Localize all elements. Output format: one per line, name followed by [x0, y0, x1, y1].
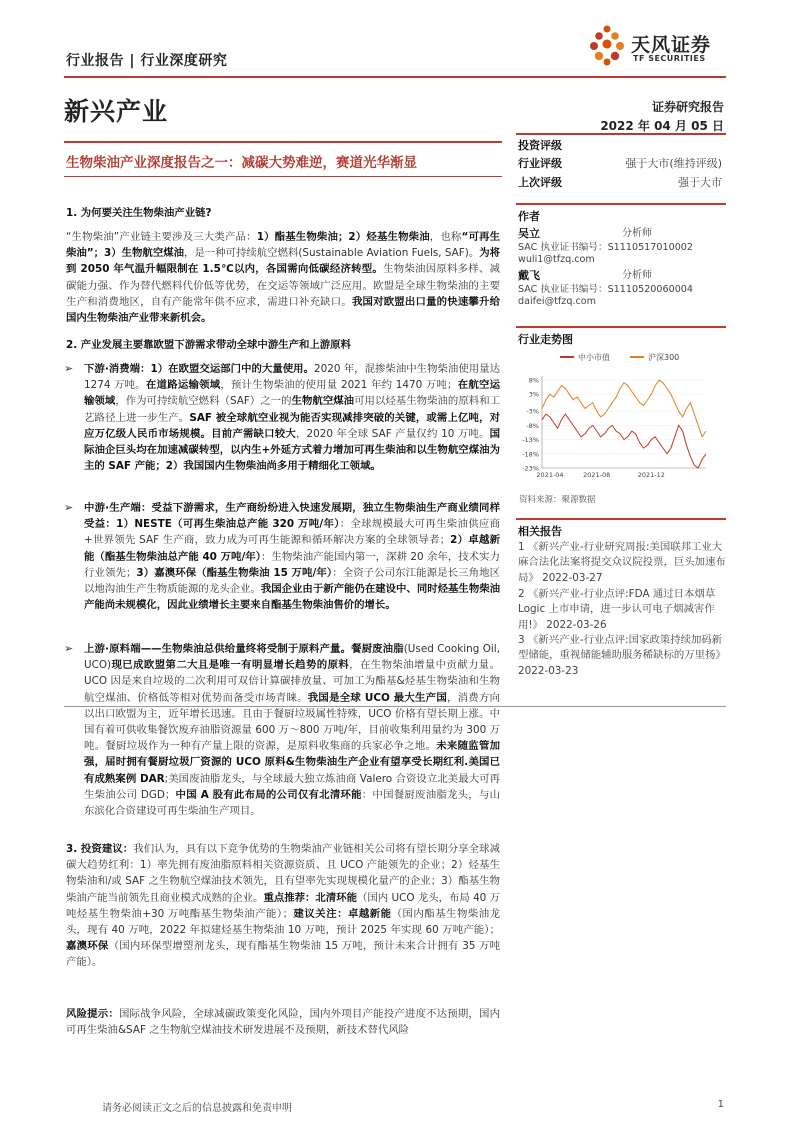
section-2-heading: 2. 产业发展主要靠欧盟下游需求带动全球中游生产和上游原料: [66, 339, 351, 351]
bold-text-run: 现已成欧盟第二大且是唯一有明显增长趋势的原料: [111, 659, 350, 672]
bold-text-run: 在航空运输领域: [84, 379, 501, 408]
upstream-bullet: [66, 641, 500, 819]
bold-text-run: 1）酯基生物柴油；2）烃基生物柴油: [256, 231, 430, 243]
text-run: ，预计生物柴油的使用量 2021 年约 1470 万吨；: [220, 379, 458, 392]
midstream-bullet: [66, 500, 500, 613]
report-type: 证券研究报告: [651, 100, 724, 114]
tf-securities-logo: [585, 22, 735, 72]
rating-value: 强于大市(维持评级): [625, 157, 722, 170]
downstream-bullet: [66, 361, 500, 474]
author-name: 吴立: [518, 227, 540, 240]
text-run: （国内酯基生物柴油龙头，现有 40 万吨，2022 年拟建烃基生物柴油 10 万吨，预计 2025 年实现 60 万吨产能）；: [66, 907, 501, 937]
upstream-text: [84, 641, 500, 819]
text-run: ：中国餐厨废油脂龙头，与山东滨化合资建设可再生柴油生产项目。: [84, 788, 501, 818]
industry-rating-row: [518, 155, 722, 171]
text-run: ，也称: [429, 231, 462, 243]
bold-text-run: SAF 被全球航空业视为能否实现减排突破的关键，或需上亿吨，对应万亿级人民币市场规模。目前产需缺口较大: [84, 411, 500, 440]
author-name: 戴飞: [518, 269, 540, 282]
text-run: ：全资子公司东江能源是长三角地区以地沟油生产生物质能源的龙头企业。: [84, 566, 500, 596]
x-tick-label: 2021-08: [583, 471, 611, 479]
text-run: （国内 UCO 龙头，布局 40 万吨烃基生物柴油+30 万吨酯基生物柴油产能）；: [66, 891, 500, 920]
trend-chart-svg: [516, 348, 728, 488]
arrow-bullet-icon: ➢: [64, 362, 74, 375]
title-divider-top: [64, 141, 502, 143]
bold-text-run: 中游·生产端：受益下游需求，生产商纷纷进入快速发展期，独立生物柴油生产商业绩同样受益：1）NESTE（可再生柴油总产能 320 万吨/年）: [84, 502, 500, 531]
author-card: [518, 228, 728, 267]
text-run: ：全球规模最大可再生柴油供应商+世界领先 SAF 生产商，致力成为可再生能源和循环解决方案的全球领导者；: [84, 518, 500, 547]
y-tick-label: -3%: [526, 407, 539, 416]
arrow-bullet-icon: ➢: [64, 642, 74, 655]
rating-divider: [516, 133, 726, 135]
text-run: ，是一种可持续航空燃料(Sustainable Aviation Fuels, SAF)。: [184, 247, 480, 260]
title-divider-bottom: [64, 176, 502, 177]
report-title: 生物柴油产业深度报告之一：减碳大势难逆，赛道光华渐显: [66, 155, 417, 171]
author-card: [518, 270, 728, 309]
industry-trend-chart: [516, 348, 728, 488]
y-tick-label: -13%: [522, 436, 539, 445]
text-run: ;美国废油脂龙头，与全球最大独立炼油商 Valero 合资设立北美最大可再生柴油公司 DGD；: [84, 772, 500, 801]
text-run: ：生物柴油产能国内第一，深耕 20 余年，技术实力行业领先；: [84, 550, 500, 579]
logo-name: 天风证券: [631, 34, 712, 56]
x-tick-label: 2021-04: [536, 471, 564, 479]
series-line: [542, 414, 706, 468]
bold-text-run: 中国 A 股有此布局的公司仅有北清环能: [175, 788, 362, 801]
midstream-text: [84, 500, 500, 613]
bold-text-run: 重点推荐：北清环能: [263, 891, 357, 904]
section-1-paragraph: [66, 229, 500, 326]
text-run: 生物柴油因原料多样、减碳能力强、作为替代燃料代价低等优势，在交运等领域广泛应用。欧盟是全球生物柴油的主要生产和消费地区，自有产能常年供不应求，需进口补充缺口。: [66, 263, 500, 308]
author-cert: SAC 执业证书编号：S1110520060004: [518, 283, 694, 295]
bold-text-run: 我国企业由于新产能仍在建设中、同时烃基生物柴油产能尚未规模化，因此业绩增长主要来自酯基生物柴油售价的增长。: [84, 583, 501, 612]
author-email[interactable]: daifei@tfzq.com: [518, 296, 596, 307]
series-line: [542, 380, 706, 437]
x-tick-label: 2021-12: [637, 471, 665, 479]
report-category: 行业报告 | 行业深度研究: [66, 53, 228, 69]
related-divider: [516, 518, 726, 520]
text-run: 可用以烃基生物柴油的原料和工艺路径上进一步生产。: [84, 395, 501, 424]
footer-disclaimer: 请务必阅读正文之后的信息披露和免责申明: [102, 1103, 292, 1114]
bold-text-run: 生物航空煤油: [291, 395, 355, 408]
authors-divider: [516, 203, 726, 205]
y-tick-label: -23%: [522, 464, 539, 473]
logo-name-en: TF SECURITIES: [633, 54, 706, 63]
text-run: ，消费方向以出口欧盟为主，近年增长迅速。且由于餐厨垃圾属性特殊，UCO 价格有望长期上涨。中国有着可供收集餐饮废弃油脂资源量 600 万～800 万吨/年，目前收集利用量约为 300 万吨。餐厨垃圾作为一种有产量上限的资源，是原料收集商的兵家必争之地。: [84, 691, 500, 753]
y-tick-label: 3%: [528, 390, 539, 399]
prev-rating-label: 上次评级: [518, 176, 562, 189]
industry-title: 新兴产业: [64, 97, 169, 126]
bold-text-run: “可再生柴油”；3）生物航空煤油: [66, 231, 501, 260]
bold-text-run: 下游·消费端：1）在欧盟交运部门中的大量使用。: [84, 363, 314, 375]
section-1-heading: 1. 为何要关注生物柴油产业链?: [66, 207, 212, 219]
bold-text-run: 嘉澳环保: [66, 940, 109, 953]
author-role: 分析师: [622, 228, 652, 239]
bold-text-run: 我国是全球 UCO 最大生产国: [307, 691, 447, 704]
chart-title: 行业走势图: [518, 333, 573, 346]
downstream-text: [84, 361, 500, 474]
text-run: ，在生物柴油增量中贡献力量。UCO 因是来自垃圾的二次利用可双倍计算碳排放量、可加工为酯基&烃基生物柴油和生物航空煤油、价格低等相对优势而备受市场青睐。: [84, 659, 500, 704]
text-run: 国际战争风险，全球减碳政策变化风险，国内外项目产能投产进度不达预期，国内可再生柴油&SAF 之生物航空煤油技术研发进展不及预期，新技术替代风险: [66, 1008, 500, 1037]
text-run: 2020 年，混掺柴油中生物柴油使用量达 1274 万吨。: [84, 363, 500, 392]
bold-text-run: 未来随监管加强，届时拥有餐厨垃圾厂资源的 UCO 原料&生物柴油生产企业有望享受长期红利.美国已有成熟案例 DAR: [84, 740, 501, 785]
legend-label: 沪深300: [648, 353, 680, 362]
text-run: 我们认为，具有以下竞争优势的生物柴油产业链相关公司将有望长期分享全球减碳大趋势红利：1）率先拥有废油脂原料相关资源资质、且 UCO 产能领先的企业；2）烃基生物柴油和/或 SAF 之生物航空煤油技术领先，且有望率先实现规模化量产的企业；3）酯基生物柴油产能当前领先且商业模式成熟的企业。: [66, 843, 501, 904]
bold-text-run: 2）卓越新能（酯基生物柴油总产能 40 万吨/年）: [84, 534, 501, 563]
related-report-2[interactable]: 2 《新兴产业-行业点评:FDA 通过日本烟草 Logic 上市申请，进一步认可电子烟减害作用!》 2022-03-26: [518, 588, 716, 631]
tf-logo-icon: [585, 24, 629, 68]
text-run: (Used Cooking Oil, UCO): [84, 643, 500, 672]
y-tick-label: 8%: [528, 376, 539, 385]
header-divider: [64, 76, 726, 78]
y-tick-label: -8%: [526, 421, 539, 430]
chart-source: 资料来源：聚源数据: [519, 495, 596, 505]
bold-text-run: 3. 投资建议：: [66, 843, 134, 855]
bold-text-run: 3）嘉澳环保（酯基生物柴油 15 万吨/年）: [136, 566, 333, 579]
author-email[interactable]: wuli1@tfzq.com: [518, 254, 595, 265]
bold-text-run: 我国对欧盟出口量的快速攀升给国内生物柴油产业带来新机会。: [66, 295, 500, 325]
text-run: ，作为可持续航空燃料（SAF）之一的: [115, 395, 292, 408]
rating-label: 行业评级: [518, 157, 562, 170]
page-number: 1: [717, 1099, 724, 1110]
bold-text-run: 上游·原料端——生物柴油总供给量终将受制于原料产量。餐厨废油脂: [84, 643, 404, 655]
footer-divider: [64, 706, 726, 707]
text-run: （国内环保型增塑剂龙头，现有酯基生物柴油 15 万吨，预计未来合计拥有 35 万吨产能）。: [66, 940, 501, 969]
bold-text-run: 在道路运输领域: [145, 379, 221, 392]
author-role: 分析师: [622, 270, 652, 281]
chart-divider: [516, 326, 726, 328]
previous-rating-row: [518, 174, 722, 190]
prev-rating-value: 强于大市: [678, 176, 722, 189]
related-title: 相关报告: [518, 525, 562, 538]
bold-text-run: 为将到 2050 年气温升幅限制在 1.5℃以内，各国需向低碳经济转型。: [66, 247, 501, 276]
bold-text-run: 建议关注：卓越新能: [293, 907, 392, 920]
report-date: 2022 年 04 月 05 日: [600, 119, 724, 133]
arrow-bullet-icon: ➢: [64, 501, 74, 514]
y-tick-label: -18%: [522, 450, 539, 459]
text-run: ，2020 年全球 SAF 产量仅约 10 万吨。: [295, 427, 490, 440]
risk-warning: [66, 1006, 500, 1038]
investment-advice: [66, 841, 500, 971]
authors-title: 作者: [518, 210, 540, 223]
bold-text-run: 风险提示：: [66, 1008, 119, 1020]
text-run: “生物柴油”产业链主要涉及三大类产品：: [66, 231, 257, 243]
related-report-1[interactable]: 1 《新兴产业-行业研究周报:美国联邦工业大麻合法化法案将提交众议院投票，巨头加速布局》 2022-03-27: [518, 541, 726, 584]
rating-title: 投资评级: [518, 139, 562, 152]
legend-label: 中小市值: [578, 353, 610, 362]
related-report-3[interactable]: 3 《新兴产业-行业点评:国家政策持续加码新型储能，重视储能辅助服务稀缺标的万里扬》 2022-03-23: [518, 634, 726, 677]
bold-text-run: 国际油企巨头均在加速减碳转型，以内生+外延方式着力增加可再生柴油和以生物航空煤油为主的 SAF 产能；2）我国国内生物柴油尚多用于精细化工领域。: [84, 427, 500, 473]
author-cert: SAC 执业证书编号：S1110517010002: [518, 241, 694, 253]
